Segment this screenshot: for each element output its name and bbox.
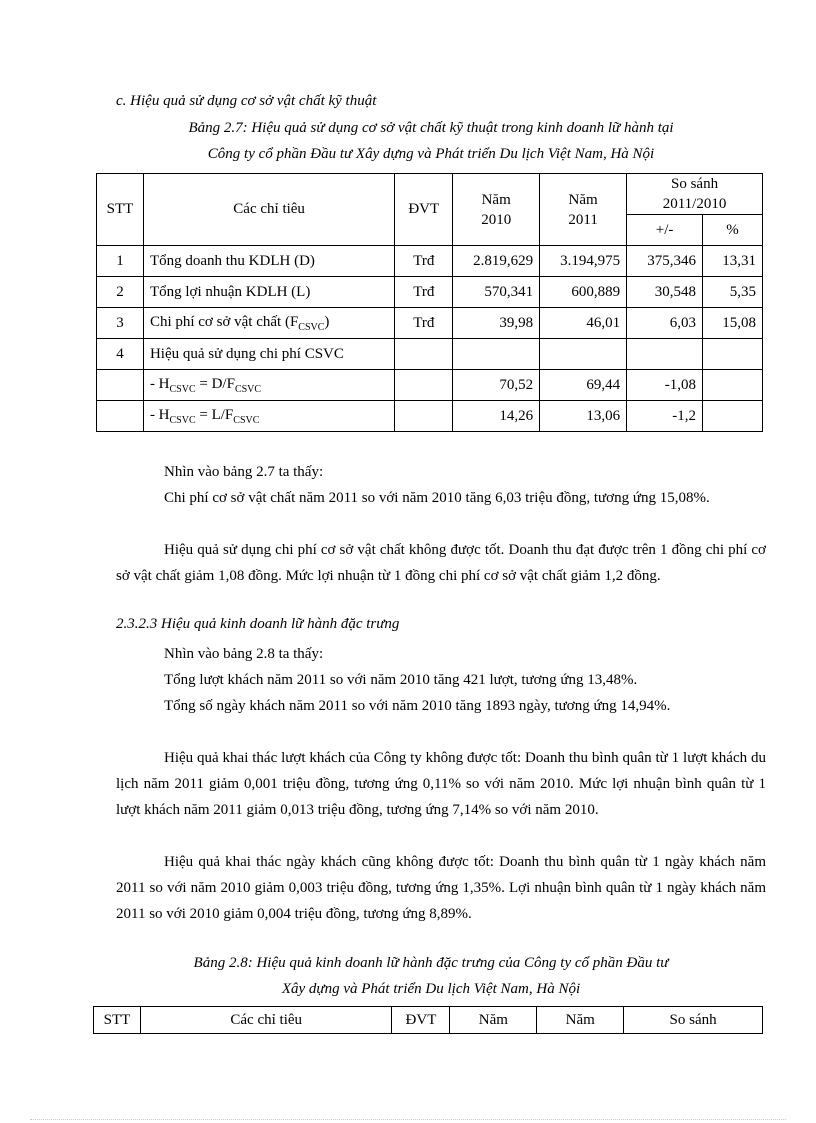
cell-2011 bbox=[540, 339, 627, 370]
cell-indicator-post: ) bbox=[324, 313, 330, 330]
business-efficiency-table bbox=[93, 1006, 763, 1034]
cell-pct: 5,35 bbox=[703, 277, 763, 308]
cell-unit: Trđ bbox=[395, 246, 453, 277]
table-row bbox=[97, 277, 763, 308]
cell-pct bbox=[703, 339, 763, 370]
formula-sub-2: CSVC bbox=[233, 414, 260, 426]
formula-sub-1: CSVC bbox=[169, 383, 196, 395]
cell-2010 bbox=[453, 339, 540, 370]
table2-caption-line2: Xây dựng và Phát triển Du lịch Việt Nam, Hà Nội bbox=[281, 981, 581, 997]
cell-2011: 3.194,975 bbox=[540, 246, 627, 277]
cell-diff: -1,08 bbox=[627, 370, 703, 401]
header-diff: +/- bbox=[627, 215, 703, 246]
table-row bbox=[97, 246, 763, 277]
formula-sub-1: CSVC bbox=[169, 414, 196, 426]
cell-pct: 13,31 bbox=[703, 246, 763, 277]
t2-header-compare: So sánh bbox=[624, 1007, 763, 1034]
table1-caption-line1: Bảng 2.7: Hiệu quả sử dụng cơ sở vật chất kỹ thuật trong kinh doanh lữ hành tại bbox=[188, 120, 674, 136]
cell-diff: -1,2 bbox=[627, 401, 703, 432]
cell-formula bbox=[143, 401, 394, 432]
paragraph-8: Hiệu quả khai thác ngày khách cũng không được tốt: Doanh thu bình quân từ 1 ngày khách năm 2011 so với năm 2010 giảm 0,003 triệu đồng, tương ứng 1,35%. Lợi nhuận bình quân từ 1 ngày khách năm 2011 so với 2010 giảm 0,004 triệu đồng, tương ứng 8,89%. bbox=[116, 854, 766, 922]
cell-indicator-sub: CSVC bbox=[298, 321, 325, 333]
header-year-2010-bottom: 2010 bbox=[481, 211, 512, 228]
cell-pct bbox=[703, 401, 763, 432]
cell-unit bbox=[395, 339, 453, 370]
cell-2010: 2.819,629 bbox=[453, 246, 540, 277]
formula-part-b: = L/F bbox=[195, 406, 234, 423]
header-year-2011 bbox=[540, 174, 627, 246]
header-unit: ĐVT bbox=[395, 174, 453, 246]
cell-2011: 69,44 bbox=[540, 370, 627, 401]
cell-unit bbox=[395, 401, 453, 432]
cell-diff bbox=[627, 339, 703, 370]
table-row bbox=[97, 370, 763, 401]
cell-stt bbox=[97, 401, 144, 432]
cell-pct: 15,08 bbox=[703, 308, 763, 339]
t2-header-indicator: Các chỉ tiêu bbox=[140, 1007, 392, 1034]
header-compare bbox=[627, 174, 763, 215]
paragraph-3: Hiệu quả sử dụng chi phí cơ sở vật chất không được tốt. Doanh thu đạt được trên 1 đồng chi phí cơ sở vật chất giảm 1,08 đồng. Mức lợi nhuận từ 1 đồng chi phí cơ sở vật chất giảm 1,2 đồng. bbox=[116, 542, 766, 584]
paragraph-6: Tổng số ngày khách năm 2011 so với năm 2010 tăng 1893 ngày, tương ứng 14,94%. bbox=[164, 698, 671, 714]
cell-diff: 30,548 bbox=[627, 277, 703, 308]
t2-header-year2: Năm bbox=[537, 1007, 624, 1034]
formula-part-a: - H bbox=[149, 375, 170, 392]
cell-2010: 14,26 bbox=[453, 401, 540, 432]
cell-indicator-text: Chi phí cơ sở vật chất (F bbox=[149, 313, 299, 330]
formula-sub-2: CSVC bbox=[234, 383, 262, 395]
header-pct: % bbox=[703, 215, 763, 246]
header-year-2010 bbox=[453, 174, 540, 246]
cell-stt: 1 bbox=[97, 246, 144, 277]
efficiency-table bbox=[96, 173, 763, 432]
cell-stt: 2 bbox=[97, 277, 144, 308]
cell-2010: 570,341 bbox=[453, 277, 540, 308]
cell-2010: 39,98 bbox=[453, 308, 540, 339]
t2-header-stt: STT bbox=[94, 1007, 141, 1034]
section-heading: c. Hiệu quả sử dụng cơ sở vật chất kỹ thuật bbox=[116, 93, 377, 109]
table-row bbox=[97, 308, 763, 339]
header-compare-top: So sánh bbox=[671, 176, 719, 192]
cell-2010: 70,52 bbox=[453, 370, 540, 401]
paragraph-4: Nhìn vào bảng 2.8 ta thấy: bbox=[164, 646, 324, 662]
header-indicator: Các chỉ tiêu bbox=[143, 174, 394, 246]
cell-formula bbox=[143, 370, 394, 401]
formula-part-a: - H bbox=[149, 406, 170, 423]
paragraph-7: Hiệu quả khai thác lượt khách của Công ty không được tốt: Doanh thu bình quân từ 1 lượt khách du lịch năm 2011 giảm 0,001 triệu đồng, tương ứng 0,11% so với năm 2010. Mức lợi nhuận bình quân từ 1 lượt khách năm 2011 giảm 0,013 triệu đồng, tương ứng 7,14% so với năm 2010. bbox=[116, 750, 766, 818]
cell-indicator bbox=[143, 308, 394, 339]
t2-header-unit: ĐVT bbox=[392, 1007, 450, 1034]
header-stt: STT bbox=[97, 174, 144, 246]
table2-caption-line1: Bảng 2.8: Hiệu quả kinh doanh lữ hành đặc trưng của Công ty cổ phần Đầu tư bbox=[193, 955, 669, 971]
header-year-2011-bottom: 2011 bbox=[568, 211, 598, 228]
cell-diff: 375,346 bbox=[627, 246, 703, 277]
cell-stt bbox=[97, 370, 144, 401]
cell-unit: Trđ bbox=[395, 277, 453, 308]
header-compare-bottom: 2011/2010 bbox=[662, 196, 727, 212]
page-bottom-divider bbox=[30, 1119, 786, 1120]
cell-2011: 600,889 bbox=[540, 277, 627, 308]
cell-diff: 6,03 bbox=[627, 308, 703, 339]
header-year-2011-top: Năm bbox=[568, 191, 598, 208]
section-2-heading: 2.3.2.3 Hiệu quả kinh doanh lữ hành đặc trưng bbox=[116, 616, 400, 632]
cell-2011: 46,01 bbox=[540, 308, 627, 339]
header-year-2010-top: Năm bbox=[481, 191, 511, 208]
cell-unit bbox=[395, 370, 453, 401]
cell-unit: Trđ bbox=[395, 308, 453, 339]
cell-indicator: Hiệu quả sử dụng chi phí CSVC bbox=[143, 339, 394, 370]
table-row bbox=[97, 339, 763, 370]
paragraph-2: Chi phí cơ sở vật chất năm 2011 so với năm 2010 tăng 6,03 triệu đồng, tương ứng 15,08%. bbox=[164, 490, 710, 506]
cell-2011: 13,06 bbox=[540, 401, 627, 432]
paragraph-1: Nhìn vào bảng 2.7 ta thấy: bbox=[164, 464, 324, 480]
cell-indicator: Tổng doanh thu KDLH (D) bbox=[143, 246, 394, 277]
table-row bbox=[97, 401, 763, 432]
formula-part-b: = D/F bbox=[195, 375, 235, 392]
cell-stt: 3 bbox=[97, 308, 144, 339]
cell-stt: 4 bbox=[97, 339, 144, 370]
t2-header-year1: Năm bbox=[450, 1007, 537, 1034]
paragraph-5: Tổng lượt khách năm 2011 so với năm 2010 tăng 421 lượt, tương ứng 13,48%. bbox=[164, 672, 638, 688]
cell-pct bbox=[703, 370, 763, 401]
cell-indicator: Tổng lợi nhuận KDLH (L) bbox=[143, 277, 394, 308]
table1-caption-line2: Công ty cổ phần Đầu tư Xây dựng và Phát triển Du lịch Việt Nam, Hà Nội bbox=[207, 146, 655, 162]
